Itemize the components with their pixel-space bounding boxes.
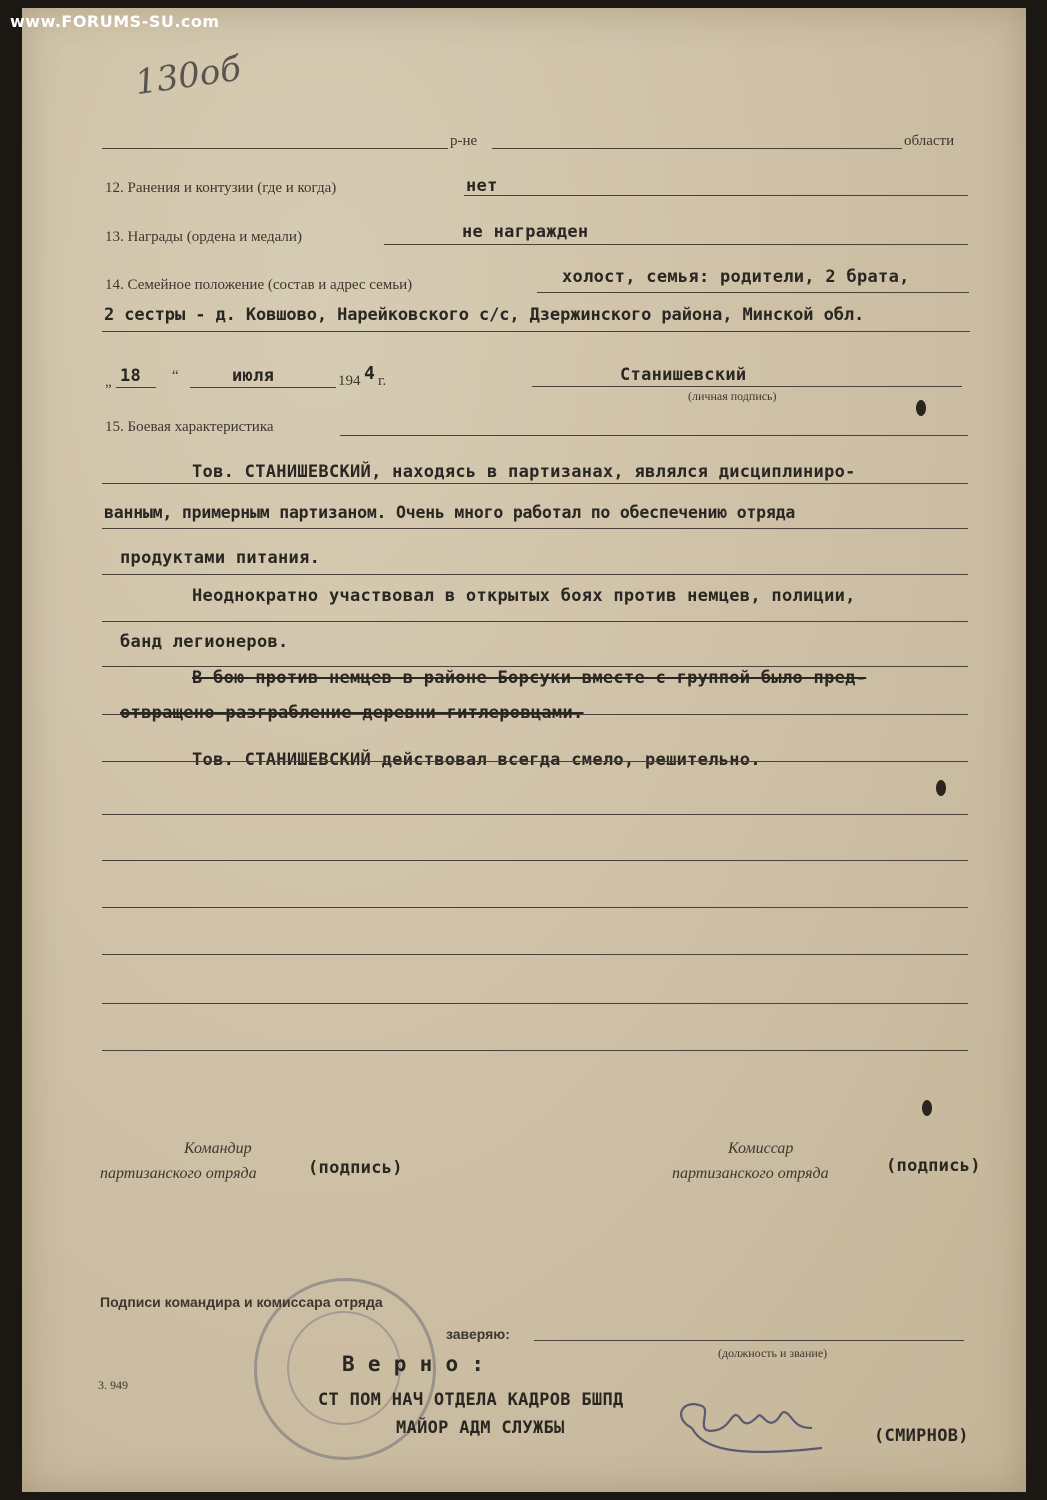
punch-hole xyxy=(922,1100,932,1116)
signature-caption: (личная подпись) xyxy=(688,389,777,403)
punch-hole xyxy=(916,400,926,416)
characteristic-line-6: В бою против немцев в районе Борсуки вместе с группой было пред- xyxy=(192,668,867,688)
certify-label: заверяю: xyxy=(446,1326,510,1342)
field12-line xyxy=(464,195,968,196)
officer-name: (СМИРНОВ) xyxy=(874,1426,969,1446)
field15-line1 xyxy=(102,483,968,484)
field15-line0 xyxy=(340,435,968,436)
site-watermark: www.FORUMS-SU.com xyxy=(10,12,220,31)
date-month-line xyxy=(190,387,336,388)
verno-label: В е р н о : xyxy=(342,1352,485,1376)
position-line xyxy=(534,1340,964,1341)
certification-label: Подписи командира и комиссара отряда xyxy=(100,1294,383,1310)
field15-line13 xyxy=(102,1050,968,1051)
field14-line1 xyxy=(537,292,969,293)
commander-title: Командир xyxy=(184,1140,252,1157)
position-caption: (должность и звание) xyxy=(718,1346,828,1360)
field12-label: 12. Ранения и контузии (где и когда) xyxy=(105,180,337,196)
field14-value-line1: холост, семья: родители, 2 брата, xyxy=(562,267,910,287)
field13-label: 13. Награды (ордена и медали) xyxy=(105,229,302,245)
field12-value: нет xyxy=(466,176,498,196)
commissar-title: Комиссар xyxy=(728,1140,794,1157)
field15-line4 xyxy=(102,621,968,622)
characteristic-line-7: отвращено разграбление деревни гитлеровцами. xyxy=(120,703,584,723)
page-number-mark: 130об xyxy=(132,48,244,104)
field15-line12 xyxy=(102,1003,968,1004)
field15-line8 xyxy=(102,814,968,815)
field15-line2 xyxy=(102,528,968,529)
date-year-abbr: г. xyxy=(378,373,387,389)
form-code: 3. 949 xyxy=(98,1378,128,1392)
district-label: р-не xyxy=(450,133,478,149)
characteristic-line-4: Неоднократно участвовал в открытых боях против немцев, полиции, xyxy=(192,586,856,606)
characteristic-line-3: продуктами питания. xyxy=(120,548,321,568)
field13-value: не награжден xyxy=(462,222,589,242)
characteristic-line-2: ванным, примерным партизаном. Очень много работал по обеспечению отряда xyxy=(104,503,796,522)
field15-line11 xyxy=(102,954,968,955)
date-day-line xyxy=(116,387,156,388)
field14-line2 xyxy=(102,331,970,332)
document-sheet xyxy=(22,8,1026,1492)
date-close-quote: “ xyxy=(172,368,179,384)
date-year-prefix: 194 xyxy=(338,373,361,389)
date-day: 18 xyxy=(120,366,142,386)
punch-hole xyxy=(936,780,946,796)
region-label: области xyxy=(904,133,955,149)
field15-line7 xyxy=(102,761,968,762)
signature-line xyxy=(532,386,962,387)
commissar-sign: (подпись) xyxy=(886,1156,981,1176)
rank-line-2: МАЙОР АДМ СЛУЖБЫ xyxy=(396,1418,565,1438)
characteristic-line-1: Тов. СТАНИШЕВСКИЙ, находясь в партизанах, являлся дисциплиниро- xyxy=(192,462,856,482)
characteristic-line-8: Тов. СТАНИШЕВСКИЙ действовал всегда смело, решительно. xyxy=(192,750,761,770)
commissar-subtitle: партизанского отряда xyxy=(672,1165,829,1182)
region-line xyxy=(492,148,902,149)
field14-label: 14. Семейное положение (состав и адрес семьи) xyxy=(105,277,413,293)
field15-line5 xyxy=(102,666,968,667)
date-month: июля xyxy=(232,366,275,386)
field15-line9 xyxy=(102,860,968,861)
date-open-quote: „ xyxy=(105,374,112,390)
district-line xyxy=(102,148,448,149)
field15-line10 xyxy=(102,907,968,908)
commander-sign: (подпись) xyxy=(308,1158,403,1178)
handwritten-signature xyxy=(662,1388,842,1468)
rank-line-1: СТ ПОМ НАЧ ОТДЕЛА КАДРОВ БШПД xyxy=(318,1390,624,1410)
date-year-suffix: 4 xyxy=(364,363,376,384)
field13-line xyxy=(384,244,968,245)
characteristic-line-5: банд легионеров. xyxy=(120,632,289,652)
commander-subtitle: партизанского отряда xyxy=(100,1165,257,1182)
field15-line3 xyxy=(102,574,968,575)
field14-value-line2: 2 сестры - д. Ковшово, Нарейковского с/с, Дзержинского района, Минской обл. xyxy=(104,305,865,325)
field15-label: 15. Боевая характеристика xyxy=(105,419,274,435)
signature-name: Станишевский xyxy=(620,365,747,385)
